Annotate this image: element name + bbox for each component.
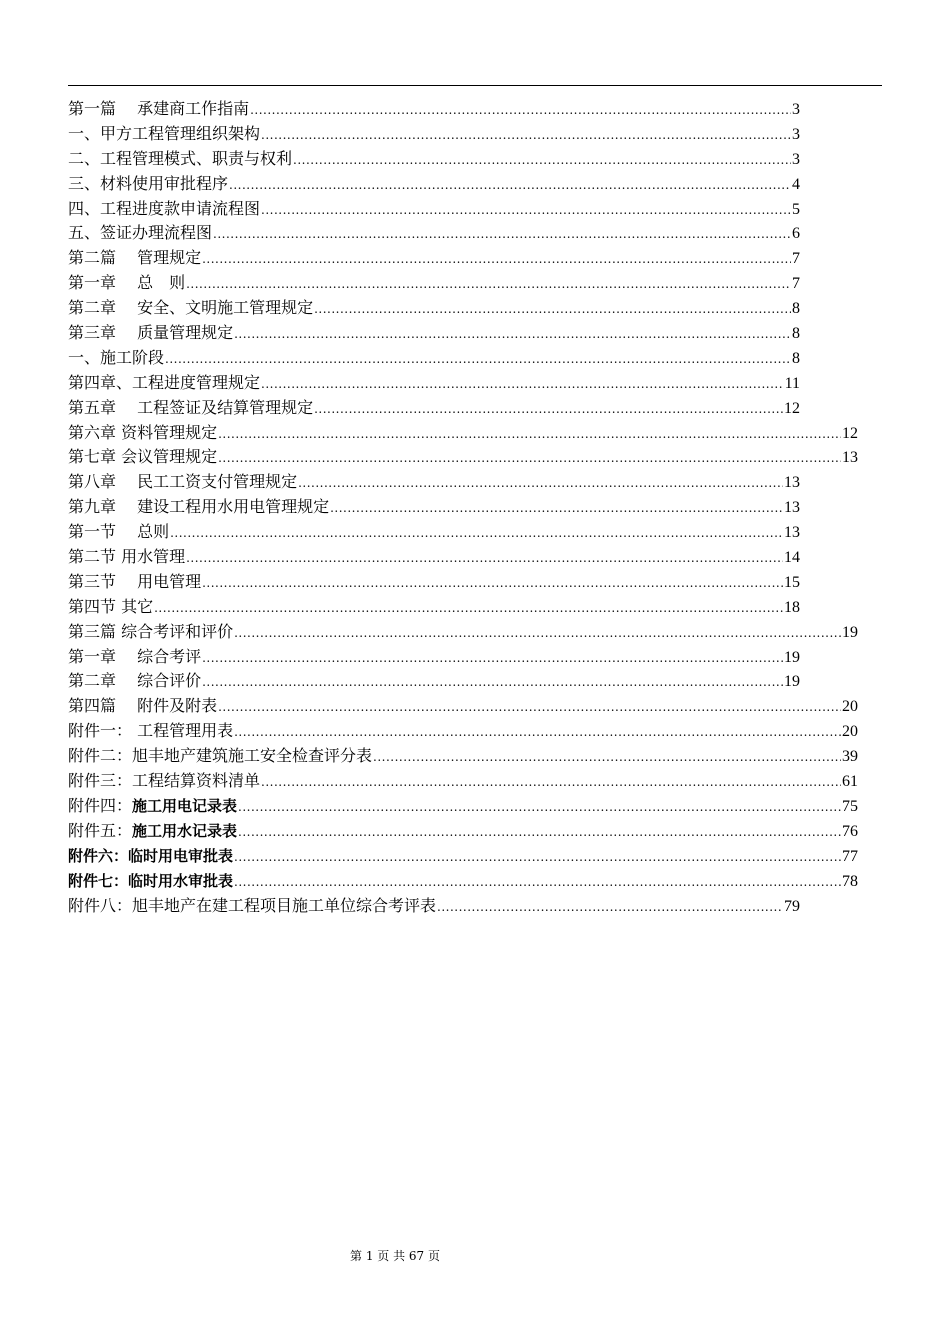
toc-entry[interactable] — [68, 172, 800, 197]
toc-dot-leader — [314, 396, 783, 421]
toc-dot-leader — [218, 445, 841, 470]
toc-entry-title: 附件三：工程结算资料清单 — [68, 771, 261, 791]
toc-entry-title: 第八章 民工工资支付管理规定 — [68, 472, 298, 492]
toc-entry[interactable] — [68, 744, 858, 769]
toc-entry[interactable] — [68, 246, 800, 271]
header-rule — [68, 85, 882, 86]
toc-entry[interactable] — [68, 570, 800, 595]
toc-dot-leader — [261, 197, 791, 222]
toc-entry-page: 78 — [842, 872, 858, 890]
toc-entry[interactable] — [68, 819, 858, 844]
toc-entry-page: 7 — [792, 275, 800, 293]
toc-entry-page: 19 — [784, 648, 800, 666]
toc-entry-title: 一、施工阶段 — [68, 347, 165, 367]
toc-entry[interactable] — [68, 894, 800, 919]
toc-dot-leader — [202, 645, 783, 670]
toc-entry-title: 附件八：旭丰地产在建工程项目施工单位综合考评表 — [68, 895, 437, 915]
toc-entry-title: 第四节 其它 — [68, 596, 154, 616]
toc-entry-title: 第三章 质量管理规定 — [68, 323, 234, 343]
toc-entry-page: 15 — [784, 573, 800, 591]
toc-dot-leader — [330, 495, 783, 520]
toc-dot-leader — [261, 122, 791, 147]
toc-dot-leader — [234, 719, 841, 744]
toc-entry-page: 14 — [784, 549, 800, 567]
toc-entry-title: 第二章 综合评价 — [68, 671, 202, 691]
toc-entry-page: 5 — [792, 200, 800, 218]
toc-entry-title: 第七章 会议管理规定 — [68, 447, 218, 467]
toc-dot-leader — [261, 371, 784, 396]
toc-entry-page: 76 — [842, 822, 858, 840]
toc-entry-page: 12 — [842, 424, 858, 442]
toc-entry[interactable] — [68, 445, 858, 470]
toc-entry-page: 7 — [792, 250, 800, 268]
toc-entry[interactable] — [68, 421, 858, 446]
toc-entry-title: 三、材料使用审批程序 — [68, 173, 229, 193]
toc-dot-leader — [218, 421, 841, 446]
toc-entry-page: 20 — [842, 723, 858, 741]
toc-entry[interactable] — [68, 396, 800, 421]
toc-entry-title: 第二节 用水管理 — [68, 547, 186, 567]
toc-dot-leader — [314, 296, 791, 321]
toc-entry[interactable] — [68, 844, 858, 869]
toc-entry-title: 附件一： 工程管理用表 — [68, 721, 234, 741]
toc-entry-title: 第一章 综合考评 — [68, 646, 202, 666]
toc-entry-title: 附件六：临时用电审批表 — [68, 846, 234, 865]
toc-entry-page: 3 — [792, 125, 800, 143]
toc-entry-title: 第三节 用电管理 — [68, 571, 202, 591]
toc-entry[interactable] — [68, 769, 858, 794]
toc-dot-leader — [186, 271, 791, 296]
toc-entry[interactable] — [68, 595, 800, 620]
toc-entry[interactable] — [68, 694, 858, 719]
toc-entry[interactable] — [68, 147, 800, 172]
toc-entry-page: 4 — [792, 175, 800, 193]
toc-dot-leader — [165, 346, 791, 371]
toc-entry[interactable] — [68, 221, 800, 246]
toc-entry[interactable] — [68, 520, 800, 545]
toc-entry[interactable] — [68, 669, 800, 694]
toc-dot-leader — [202, 669, 783, 694]
toc-dot-leader — [234, 869, 841, 894]
toc-entry-title: 第六章 资料管理规定 — [68, 422, 218, 442]
toc-entry-title: 第一章 总 则 — [68, 273, 186, 293]
toc-entry-page: 61 — [842, 773, 858, 791]
toc-entry-title: 附件七：临时用水审批表 — [68, 871, 234, 890]
toc-dot-leader — [234, 620, 841, 645]
toc-entry[interactable] — [68, 620, 858, 645]
toc-entry[interactable] — [68, 470, 800, 495]
toc-entry-page: 8 — [792, 300, 800, 318]
toc-dot-leader — [229, 172, 791, 197]
toc-dot-leader — [437, 894, 783, 919]
toc-entry-page: 13 — [784, 524, 800, 542]
toc-dot-leader — [238, 794, 841, 819]
toc-entry-title: 一、甲方工程管理组织架构 — [68, 123, 261, 143]
toc-entry-page: 11 — [784, 374, 800, 392]
toc-entry[interactable] — [68, 495, 800, 520]
toc-entry-page: 12 — [784, 399, 800, 417]
toc-entry-title: 二、工程管理模式、职责与权利 — [68, 148, 293, 168]
toc-entry-title: 附件四：施工用电记录表 — [68, 795, 238, 815]
toc-entry-page: 39 — [842, 748, 858, 766]
page-footer: 第 1 页 共 67 页 — [350, 1249, 440, 1263]
toc-dot-leader — [170, 520, 783, 545]
toc-entry-page: 20 — [842, 698, 858, 716]
toc-dot-leader — [234, 321, 791, 346]
toc-entry-title: 第四章、工程进度管理规定 — [68, 372, 261, 392]
toc-entry-title: 四、工程进度款申请流程图 — [68, 198, 261, 218]
toc-entry-title: 五、签证办理流程图 — [68, 223, 213, 243]
toc-entry[interactable] — [68, 122, 800, 147]
toc-entry-title: 附件二：旭丰地产建筑施工安全检查评分表 — [68, 746, 373, 766]
toc-dot-leader — [238, 819, 841, 844]
toc-entry-page: 8 — [792, 325, 800, 343]
toc-entry-page: 6 — [792, 225, 800, 243]
toc-entry-page: 19 — [784, 673, 800, 691]
toc-entry-title: 第四篇 附件及附表 — [68, 696, 218, 716]
toc-entry[interactable] — [68, 869, 858, 894]
toc-entry-title: 第二章 安全、文明施工管理规定 — [68, 298, 314, 318]
toc-entry[interactable] — [68, 545, 800, 570]
toc-dot-leader — [202, 570, 783, 595]
toc-entry[interactable] — [68, 197, 800, 222]
toc-entry-title: 第一篇 承建商工作指南 — [68, 99, 250, 118]
toc-entry-title: 第一节 总则 — [68, 522, 170, 542]
toc-entry-page: 13 — [842, 449, 858, 467]
toc-dot-leader — [373, 744, 841, 769]
toc-entry[interactable] — [68, 719, 858, 744]
toc-entry[interactable] — [68, 271, 800, 296]
toc-entry[interactable] — [68, 97, 800, 122]
toc-dot-leader — [261, 769, 841, 794]
toc-entry-title: 第九章 建设工程用水用电管理规定 — [68, 497, 330, 517]
toc-dot-leader — [234, 844, 841, 869]
toc-entry-page: 3 — [792, 150, 800, 168]
toc-entry[interactable] — [68, 296, 800, 321]
toc-entry-title: 附件五：施工用水记录表 — [68, 820, 238, 840]
toc-entry-title: 第五章 工程签证及结算管理规定 — [68, 397, 314, 417]
toc-entry-title: 第二篇 管理规定 — [68, 248, 202, 268]
toc-entry[interactable] — [68, 371, 800, 396]
toc-dot-leader — [298, 470, 783, 495]
toc-entry-page: 13 — [784, 499, 800, 517]
toc-entry[interactable] — [68, 321, 800, 346]
toc-entry-page: 75 — [842, 797, 858, 815]
toc-entry-page: 13 — [784, 474, 800, 492]
toc-dot-leader — [293, 147, 791, 172]
toc-dot-leader — [213, 221, 791, 246]
toc-entry-title: 第三篇 综合考评和评价 — [68, 621, 234, 641]
toc-dot-leader — [218, 694, 841, 719]
toc-entry-page: 77 — [842, 847, 858, 865]
toc-entry[interactable] — [68, 645, 800, 670]
toc-entry-page: 3 — [792, 101, 800, 118]
toc-entry-page: 79 — [784, 897, 800, 915]
toc-entry[interactable] — [68, 794, 858, 819]
toc-dot-leader — [250, 97, 791, 122]
toc-entry-page: 18 — [784, 598, 800, 616]
toc-entry[interactable] — [68, 346, 800, 371]
toc-dot-leader — [154, 595, 783, 620]
toc-dot-leader — [186, 545, 783, 570]
table-of-contents — [68, 97, 868, 918]
toc-entry-page: 8 — [792, 349, 800, 367]
toc-entry-page: 19 — [842, 623, 858, 641]
toc-dot-leader — [202, 246, 791, 271]
